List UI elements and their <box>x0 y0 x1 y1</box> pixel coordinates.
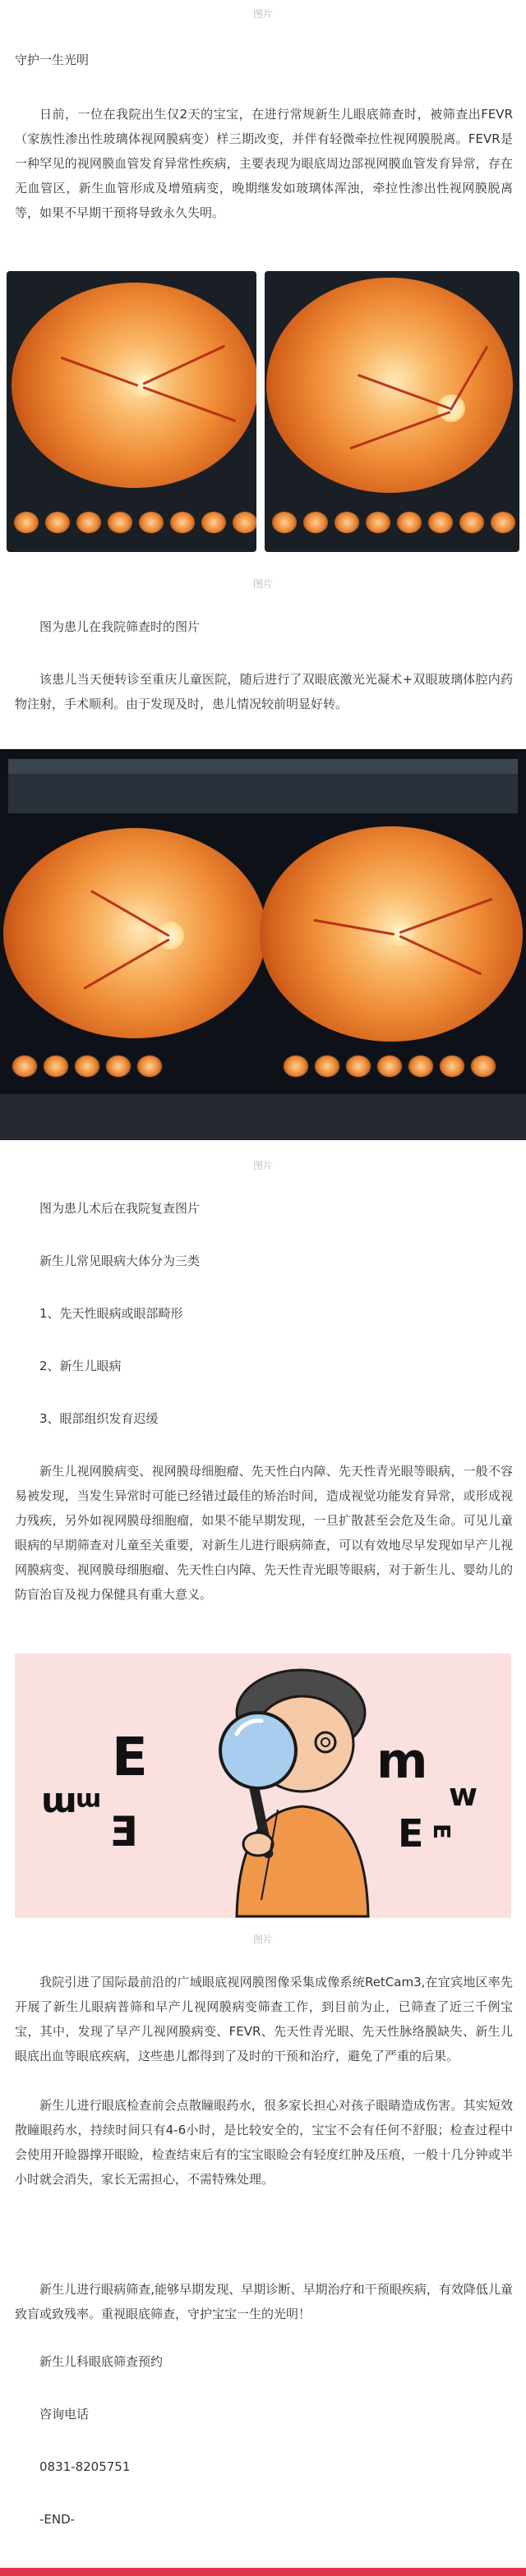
eye-test-illustration <box>15 1654 511 1918</box>
eye-chart-letter: m <box>376 1732 428 1790</box>
footer-bar <box>0 2568 526 2576</box>
booking-title: 新生儿科眼底筛查预约 <box>39 2354 164 2369</box>
phone-label: 咨询电话 <box>39 2407 90 2422</box>
eye-disease-item-2: 2、新生儿眼病 <box>39 1359 122 1373</box>
eye-disease-item-3: 3、眼部组织发育迟缓 <box>39 1411 159 1426</box>
fundus-screening-photo <box>7 271 256 552</box>
eye-chart-letter: E <box>428 1823 456 1840</box>
phone-number[interactable]: 0831-8205751 <box>39 2459 131 2474</box>
caption-screening: 图为患儿在我院筛查时的图片 <box>39 619 201 634</box>
eye-disease-item-1: 1、先天性眼病或眼部畸形 <box>39 1306 183 1321</box>
eye-chart-letter: E <box>110 1808 139 1856</box>
fundus-screening-photo-right <box>265 271 519 552</box>
article-paragraph-dilation: 新生儿进行眼底检查前会点散瞳眼药水，很多家长担心对孩子眼睛造成伤害。其实短效散瞳眼药水，持续时间只有4-6小时，是比较安全的，宝宝不会有任何不舒服；检查过程中会使用开睑器撑开眼睑，检查结束后有的宝宝眼睑会有轻度红肿及压痕，一般十几分钟或半小时就会消失，家长无需担心，不需特殊处理。 <box>15 2098 513 2187</box>
article-paragraph-screening-importance: 新生儿视网膜病变、视网膜母细胞瘤、先天性白内障、先天性青光眼等眼病，一般不容易被发现，当发生异常时可能已经错过最佳的矫治时间，造成视觉功能发育异常，或形成视力残疾，另外如视网膜母细胞瘤，如果不能早期发现，一旦扩散甚至会危及生命。可见儿童眼病的早期筛查对儿童至关重要，对新生儿进行眼病筛查，可以有效地尽早发现如早产儿视网膜病变、视网膜母细胞瘤、先天性白内障、先天性青光眼等眼病，对于新生儿、婴幼儿的防盲治盲及视力保健具有重大意义。 <box>15 1464 513 1602</box>
image-caption-1: 图片 <box>252 578 273 590</box>
image-caption-3: 图片 <box>252 1934 273 1945</box>
eye-chart-letter: w <box>449 1777 478 1813</box>
image-caption-top: 图片 <box>252 8 273 20</box>
eye-disease-intro: 新生儿常见眼病大体分为三类 <box>39 1254 201 1268</box>
eye-chart-letter: E <box>398 1811 424 1856</box>
article-paragraph-treatment: 该患儿当天便转诊至重庆儿童医院，随后进行了双眼底激光光凝术+双眼玻璃体腔内药物注射，手术顺利。由于发现及时，患儿情况较前明显好转。 <box>15 672 513 711</box>
end-marker: -END- <box>39 2512 76 2527</box>
eye-chart-letter: m <box>76 1787 102 1815</box>
article-paragraph-intro: 日前，一位在我院出生仅2天的宝宝，在进行常规新生儿眼底筛查时，被筛查出FEVR（家族性渗出性玻璃体视网膜病变）样三期改变，并伴有轻微牵拉性视网膜脱离。FEVR是一种罕见的视网膜血管发育异常性疾病，主要表现为眼底周边部视网膜血管发育异常，存在无血管区，新生血管形成及增殖病变，晚期继发如玻璃体浑浊，牵拉性渗出性视网膜脱离等，如果不早期干预将导致永久失明。 <box>15 107 513 220</box>
article-paragraph-conclusion: 新生儿进行眼病筛查,能够早期发现、早期诊断、早期治疗和干预眼疾病，有效降低儿童致盲或致残率。重视眼底筛查，守护宝宝一生的光明！ <box>15 2282 513 2321</box>
fundus-followup-photo <box>0 749 526 1140</box>
eye-chart-letter: m <box>41 1785 77 1825</box>
caption-followup: 图为患儿术后在我院复查图片 <box>39 1201 201 1216</box>
image-caption-2: 图片 <box>252 1160 273 1171</box>
article-heading: 守护一生光明 <box>15 53 90 67</box>
article-paragraph-retcam: 我院引进了国际最前沿的广域眼底视网膜图像采集成像系统RetCam3,在宜宾地区率先开展了新生儿眼病普筛和早产儿视网膜病变筛查工作，到目前为止，已筛查了近三千例宝宝，其中，发现了早产儿视网膜病变、FEVR、先天性青光眼、先天性脉络膜缺失、新生儿眼底出血等眼底疾病，这些患儿都得到了及时的干预和治疗，避免了严重的后果。 <box>15 1975 513 2063</box>
eye-chart-letter: E <box>112 1727 148 1788</box>
eye-test-cartoon <box>15 1654 511 1918</box>
